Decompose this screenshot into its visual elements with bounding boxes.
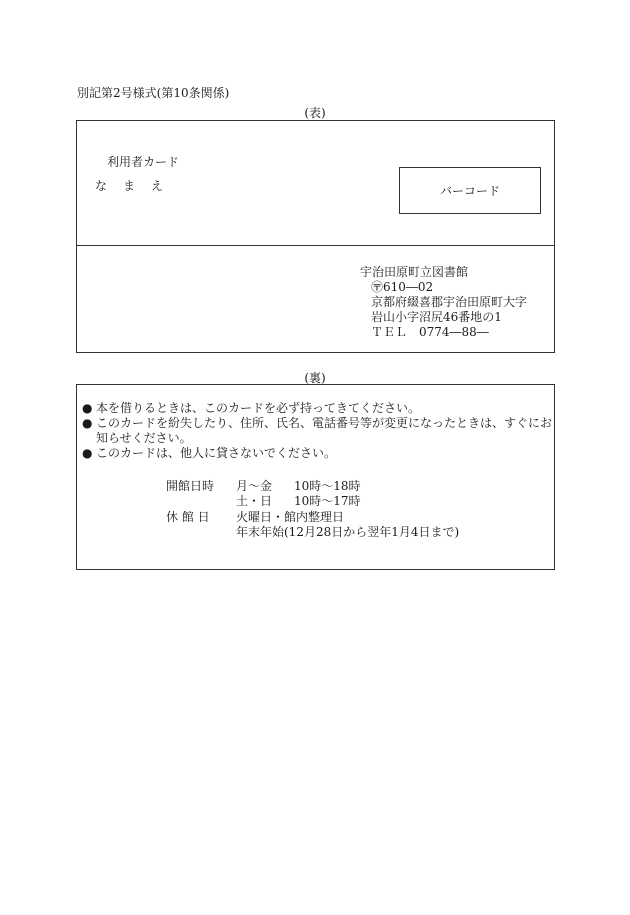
card-title: 利用者カード (107, 155, 180, 169)
open-hours-label: 開館日時 (166, 479, 215, 493)
library-address-line1: 京都府綴喜郡宇治田原町大字 (371, 295, 528, 309)
card-front (76, 120, 555, 353)
closed-days-item: 火曜日・館内整理日 (236, 510, 345, 524)
open-days: 土・日 (236, 494, 273, 508)
library-name: 宇治田原町立図書館 (360, 265, 469, 279)
closed-days-label: 休 館 日 (166, 510, 210, 524)
notice-item (82, 416, 552, 446)
library-address-line2: 岩山小字沼尻46番地の1 (371, 310, 502, 324)
open-time: 10時～17時 (294, 494, 361, 508)
open-time: 10時～18時 (294, 479, 361, 493)
barcode-area (399, 167, 541, 214)
notice-text: 本を借りるときは、このカードを必ず持ってきてください。 (96, 401, 421, 415)
closed-days-item: 年末年始(12月28日から翌年1月4日まで) (236, 525, 460, 539)
notice-text: このカードは、他人に貸さないでください。 (96, 446, 337, 460)
library-tel: ＴＥＬ 0774―88― (371, 325, 489, 339)
library-postal-code: 〶610―02 (371, 280, 434, 294)
notice-text: このカードを紛失したり、住所、氏名、電話番号等が変更になったときは、すぐにお知らせください。 (96, 416, 553, 445)
front-side-label: (表) (304, 106, 326, 120)
open-days: 月～金 (236, 479, 273, 493)
notice-item (82, 446, 552, 461)
back-side-label: (裏) (304, 371, 326, 385)
bullet-icon: ● (82, 401, 93, 415)
bullet-icon: ● (82, 416, 93, 430)
notice-item (82, 401, 552, 416)
barcode-label: バーコード (439, 184, 500, 198)
bullet-icon: ● (82, 446, 93, 460)
card-divider (77, 245, 554, 246)
form-title: 別記第2号様式(第10条関係) (77, 86, 230, 100)
name-label: な ま え (95, 179, 166, 193)
